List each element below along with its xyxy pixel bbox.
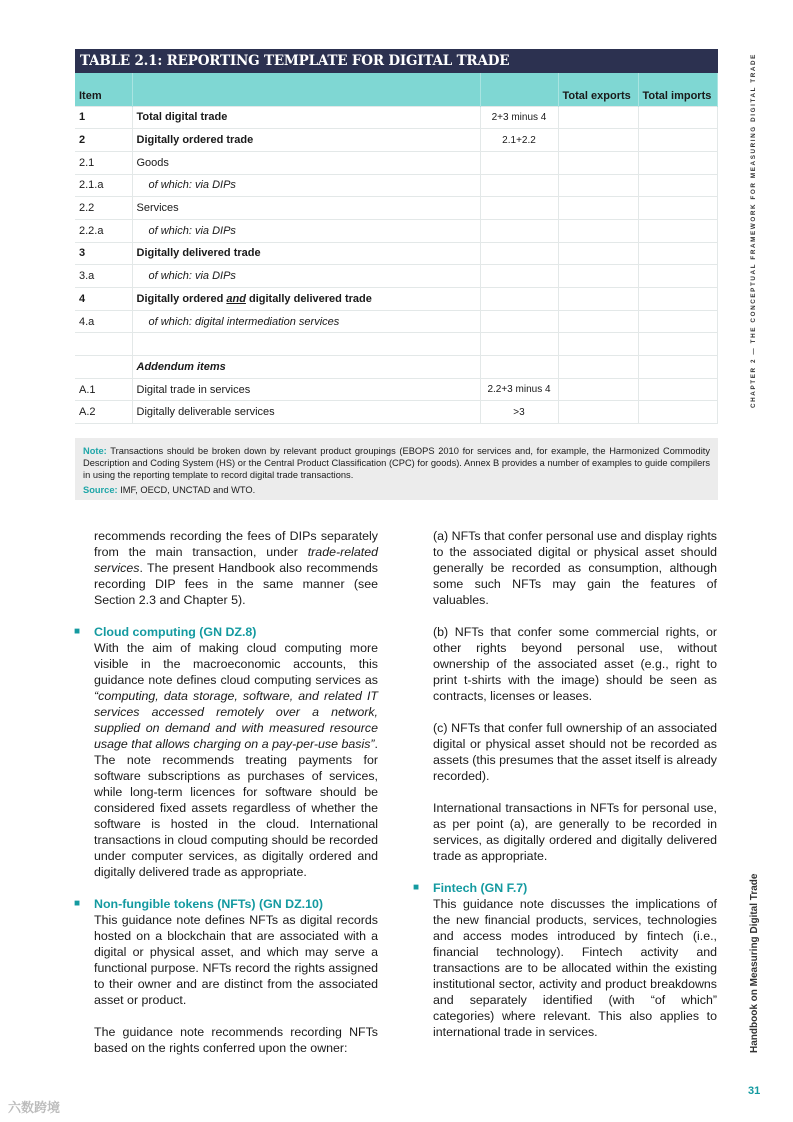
heading-text: Fintech (GN F.7) (433, 881, 528, 895)
description-cell (132, 333, 480, 356)
description-cell: Services (132, 197, 480, 220)
exports-cell (558, 219, 638, 242)
table-row (75, 401, 718, 424)
formula-cell (480, 151, 558, 174)
description-cell: Goods (132, 151, 480, 174)
item-cell: 2 (75, 129, 132, 152)
imports-cell (638, 378, 718, 401)
table-row (75, 106, 718, 129)
description-cell: Addendum items (132, 356, 480, 379)
formula-cell: >3 (480, 401, 558, 424)
table-row (75, 288, 718, 311)
exports-cell (558, 288, 638, 311)
paragraph: With the aim of making cloud computing more visible in the macroeconomic accounts, this guidance note defines cloud computing services as “computing, data storage, software, and related IT services accessed remotely over a network, supplied on demand and with measured resource usage that allows charging on a pay-per-use basis”. The note recommends treating payments for software subscriptions as purchases of services, while long-term licences for software should be considered fixed assets regardless of whether the software is hosted in the cloud. International transactions in cloud computing should be recorded under computer services, as digitally ordered and digitally delivered trade as appropriate. (94, 641, 378, 879)
paragraph: This guidance note defines NFTs as digital records hosted on a blockchain that are associated with a digital or physical asset, and which may serve a functional purpose. NFTs record the rights assigned to their owner and are distinct from the associated asset or product. (94, 913, 378, 1007)
imports-cell (638, 197, 718, 220)
description-cell: Digitally ordered and digitally delivered trade (132, 288, 480, 311)
item-cell: 4 (75, 288, 132, 311)
paragraph: (b) NFTs that confer some commercial rights, or other rights beyond personal use, without ownership of the associated asset (e.g., right to print t-shirts with the image) should be seen as contracts, licenses or leases. (433, 625, 717, 703)
note-label: Note: (83, 446, 107, 456)
reporting-template-table (75, 49, 718, 424)
heading-fintech (413, 880, 717, 896)
table-row (75, 310, 718, 333)
item-cell: 2.2.a (75, 219, 132, 242)
description-cell: Total digital trade (132, 106, 480, 129)
formula-cell (480, 197, 558, 220)
exports-cell (558, 242, 638, 265)
imports-cell (638, 265, 718, 288)
paragraph: recommends recording the fees of DIPs separately from the main transaction, under trade-related services. The present Handbook also recommends recording DIP fees in the same manner (see Section 2.3 and Chapter 5). (94, 529, 378, 607)
item-cell: 2.2 (75, 197, 132, 220)
source-text: IMF, OECD, UNCTAD and WTO. (117, 485, 256, 495)
imports-cell (638, 242, 718, 265)
imports-cell (638, 129, 718, 152)
header-item: Item (75, 73, 132, 106)
imports-cell (638, 401, 718, 424)
imports-cell (638, 333, 718, 356)
bullet-icon: ■ (74, 626, 81, 637)
formula-cell (480, 333, 558, 356)
paragraph: The guidance note recommends recording NFTs based on the rights conferred upon the owner: (94, 1025, 378, 1055)
table-row (75, 197, 718, 220)
item-cell: 2.1.a (75, 174, 132, 197)
description-cell: of which: via DIPs (132, 219, 480, 242)
table-row (75, 151, 718, 174)
description-cell: of which: digital intermediation services (132, 310, 480, 333)
item-cell (75, 356, 132, 379)
description-cell: Digitally ordered trade (132, 129, 480, 152)
item-cell: 4.a (75, 310, 132, 333)
exports-cell (558, 356, 638, 379)
right-column (413, 528, 717, 1056)
table-note (75, 438, 718, 500)
watermark: 六数跨境 (8, 1100, 61, 1115)
exports-cell (558, 129, 638, 152)
imports-cell (638, 310, 718, 333)
table-row (75, 265, 718, 288)
description-cell: Digital trade in services (132, 378, 480, 401)
page-number: 31 (748, 1085, 761, 1097)
exports-cell (558, 197, 638, 220)
description-cell: Digitally deliverable services (132, 401, 480, 424)
book-title-running-head: Handbook on Measuring Digital Trade (749, 873, 760, 1053)
formula-cell (480, 288, 558, 311)
formula-cell: 2+3 minus 4 (480, 106, 558, 129)
table-row (75, 356, 718, 379)
imports-cell (638, 151, 718, 174)
formula-cell (480, 265, 558, 288)
formula-cell (480, 174, 558, 197)
imports-cell (638, 106, 718, 129)
heading-cloud-computing (74, 624, 378, 640)
item-cell: A.2 (75, 401, 132, 424)
description-cell: Digitally delivered trade (132, 242, 480, 265)
exports-cell (558, 106, 638, 129)
description-cell: of which: via DIPs (132, 265, 480, 288)
table-row (75, 378, 718, 401)
item-cell: 2.1 (75, 151, 132, 174)
exports-cell (558, 265, 638, 288)
formula-cell (480, 219, 558, 242)
paragraph: This guidance note discusses the implications of the new financial products, services, technologies and access modes introduced by fintech (i.e., financial technology). Fintech activity and transactions are to be allocated within the existing institutional sector, activity and product breakdowns and separately identified (with “of which” categories) where relevant. This also applies to international trade in services. (433, 897, 717, 1039)
imports-cell (638, 356, 718, 379)
formula-cell (480, 242, 558, 265)
bullet-icon: ■ (74, 898, 81, 909)
table-row (75, 242, 718, 265)
item-cell: A.1 (75, 378, 132, 401)
heading-text: Non-fungible tokens (NFTs) (GN DZ.10) (94, 897, 323, 911)
bullet-icon: ■ (413, 882, 420, 893)
formula-cell (480, 310, 558, 333)
note-text: Transactions should be broken down by relevant product groupings (EBOPS 2010 for services and, for example, the Harmonized Commodity Description and Coding System (HS) or the Central Product Classification (CPC) for goods). Annex B provides a number of examples to guide compilers in using the reporting template to record digital trade transactions. (83, 446, 710, 480)
formula-cell: 2.1+2.2 (480, 129, 558, 152)
item-cell: 3 (75, 242, 132, 265)
header-exports: Total exports (558, 73, 638, 106)
heading-nfts (74, 896, 378, 912)
imports-cell (638, 288, 718, 311)
item-cell: 1 (75, 106, 132, 129)
exports-cell (558, 151, 638, 174)
exports-cell (558, 174, 638, 197)
exports-cell (558, 401, 638, 424)
table-row (75, 129, 718, 152)
source-label: Source: (83, 485, 118, 495)
item-cell (75, 333, 132, 356)
header-formula (480, 73, 558, 106)
exports-cell (558, 310, 638, 333)
table-row (75, 333, 718, 356)
paragraph: (c) NFTs that confer full ownership of an associated digital or physical asset should not be recorded as assets (this presumes that the asset itself is already recorded). (433, 721, 717, 783)
imports-cell (638, 174, 718, 197)
paragraph: International transactions in NFTs for personal use, as per point (a), are generally to be recorded in services, as digitally ordered and digitally delivered trade as appropriate. (433, 801, 717, 863)
formula-cell: 2.2+3 minus 4 (480, 378, 558, 401)
left-column (74, 528, 378, 1072)
formula-cell (480, 356, 558, 379)
header-imports: Total imports (638, 73, 718, 106)
exports-cell (558, 378, 638, 401)
description-cell: of which: via DIPs (132, 174, 480, 197)
item-cell: 3.a (75, 265, 132, 288)
imports-cell (638, 219, 718, 242)
heading-text: Cloud computing (GN DZ.8) (94, 625, 257, 639)
table-row (75, 174, 718, 197)
chapter-running-head: CHAPTER 2 — THE CONCEPTUAL FRAMEWORK FOR MEASURING DIGITAL TRADE (750, 53, 757, 408)
exports-cell (558, 333, 638, 356)
table-title: TABLE 2.1: REPORTING TEMPLATE FOR DIGITAL TRADE (75, 49, 718, 73)
paragraph: (a) NFTs that confer personal use and display rights to the associated digital or physical asset should generally be recorded as consumption, although some such NFTs may gain the features of valuables. (433, 529, 717, 607)
table-row (75, 219, 718, 242)
header-desc (132, 73, 480, 106)
